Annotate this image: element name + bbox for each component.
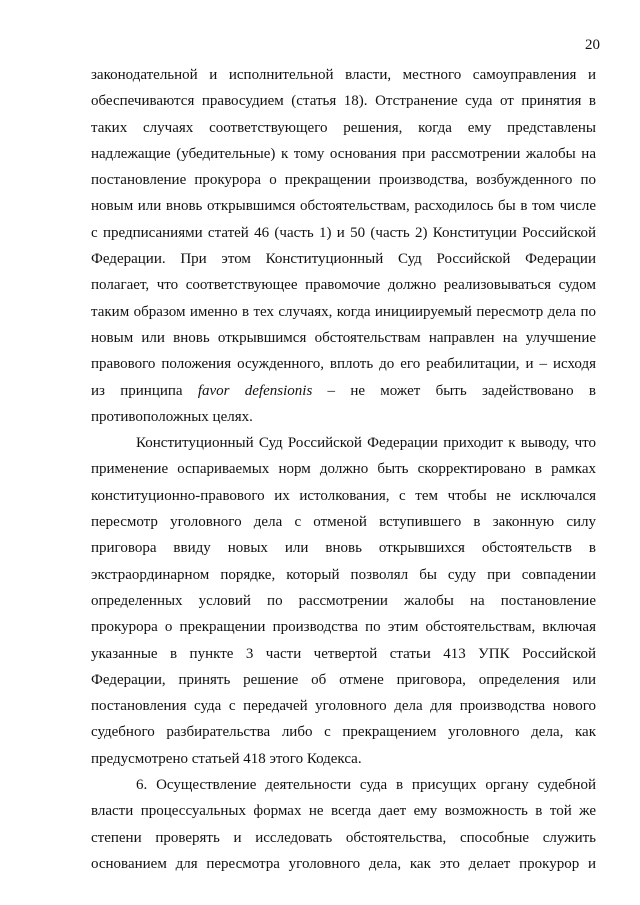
text-line: пересмотр уголовного дела с отменой вступившего в законную силу <box>91 514 596 531</box>
text-line: определенных условий по рассмотрении жалобы на постановление <box>91 592 596 609</box>
text-line: постановление прокурора о прекращении производства, возбужденного по <box>91 172 596 189</box>
text-line: надлежащие (убедительные) к тому основания при рассмотрении жалобы на <box>91 145 596 162</box>
text-line: прокурора о прекращении производства по этим обстоятельствам, включая <box>91 619 596 636</box>
text-line: приговора ввиду новых или вновь открывшихся обстоятельств в <box>91 540 596 557</box>
text-line: полагает, что соответствующее правомочие должно реализовываться судом <box>91 277 596 294</box>
paragraph <box>91 430 596 772</box>
text-line: постановления суда с передачей уголовного дела для производства нового <box>91 698 596 715</box>
text-line: степени проверять и исследовать обстоятельства, способные служить <box>91 829 596 846</box>
text-line: указанные в пункте 3 части четвертой статьи 413 УПК Российской <box>91 645 596 662</box>
text-line: новым или вновь открывшимся обстоятельствам, расходилось бы в том числе <box>91 198 596 215</box>
text-line: новым или вновь открывшимся обстоятельствам направлен на улучшение <box>91 329 596 346</box>
text-line: таким образом именно в тех случаях, когда инициируемый пересмотр дела по <box>91 303 596 320</box>
text-line: 6. Осуществление деятельности суда в присущих органу судебной <box>136 777 596 794</box>
text-line: судебного разбирательства либо с прекращением уголовного дела, как <box>91 724 596 741</box>
text-line: правового положения осужденного, вплоть до его реабилитации, и – исходя <box>91 356 596 373</box>
text-line: основанием для пересмотра уголовного дела, как это делает прокурор и <box>91 855 596 872</box>
text-line: законодательной и исполнительной власти, местного самоуправления и <box>91 67 596 83</box>
text-line: таких случаях соответствующего решения, когда ему представлены <box>91 119 596 136</box>
text-line: конституционно-правового их истолкования, с тем чтобы не исключался <box>91 487 596 504</box>
text-line: Конституционный Суд Российской Федерации приходит к выводу, что <box>136 435 596 452</box>
text-line: Федерации, принять решение об отмене приговора, определения или <box>91 671 596 688</box>
page-number: 20 <box>585 37 600 53</box>
italic-term: favor defensionis <box>197 382 313 399</box>
document-body <box>91 62 596 877</box>
text-line: противоположных целях. <box>91 408 253 425</box>
text-line: Федерации. При этом Конституционный Суд Российской Федерации <box>91 251 596 268</box>
text-line: власти процессуальных формах не всегда дает ему возможность в той же <box>91 803 596 820</box>
paragraph <box>91 772 596 877</box>
text-line: экстраординарном порядке, который позволял бы суду при совпадении <box>91 566 596 583</box>
text-line: применение оспариваемых норм должно быть скорректировано в рамках <box>91 461 596 478</box>
paragraph <box>91 62 596 430</box>
text-line-with-italic: из принципа favor defensionis – не может быть задействовано в <box>91 382 596 399</box>
text-line: предусмотрено статьей 418 этого Кодекса. <box>91 750 362 767</box>
text-line: с предписаниями статей 46 (часть 1) и 50 (часть 2) Конституции Российской <box>91 224 596 241</box>
text-line: обеспечиваются правосудием (статья 18). Отстранение суда от принятия в <box>91 93 596 110</box>
